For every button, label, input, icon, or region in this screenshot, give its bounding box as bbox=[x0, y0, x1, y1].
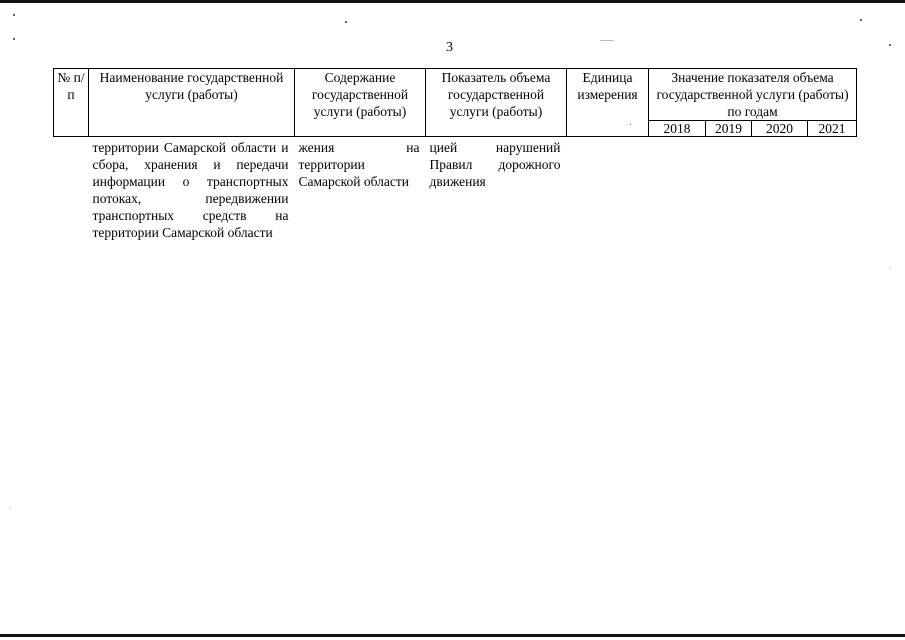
scan-speck bbox=[345, 21, 347, 23]
scan-speck bbox=[890, 268, 891, 269]
cell-year-value bbox=[752, 137, 808, 242]
cell-service-name: территории Самарской области и сбора, хранения и передачи информации о транспортных потоках, передвижении транспортных средств на территории Самарской области bbox=[92, 140, 289, 240]
services-table bbox=[53, 68, 857, 241]
cell-unit bbox=[567, 137, 649, 242]
scan-speck bbox=[13, 38, 15, 40]
cell-year-value bbox=[808, 137, 857, 242]
header-service-content: Содержание государственной услуги (работы) bbox=[295, 69, 426, 137]
scan-speck bbox=[860, 19, 862, 21]
header-number: № п/п bbox=[54, 69, 89, 137]
table-row bbox=[54, 137, 857, 242]
header-service-name: Наименование государственной услуги (работы) bbox=[89, 69, 295, 137]
table-header-row bbox=[54, 69, 857, 121]
header-year: 2021 bbox=[808, 121, 857, 137]
scan-speck bbox=[10, 507, 11, 508]
scan-speck bbox=[889, 44, 891, 46]
cell-year-value bbox=[649, 137, 706, 242]
scan-speck bbox=[13, 14, 15, 16]
page-number: 3 bbox=[446, 40, 453, 55]
scan-top-border bbox=[0, 0, 905, 3]
header-year: 2020 bbox=[752, 121, 808, 137]
cell-year-value bbox=[706, 137, 752, 242]
cell-volume-indicator: цией нарушений Правил дорожного движения bbox=[429, 140, 561, 189]
header-unit: Единица измерения bbox=[567, 69, 649, 137]
header-year: 2018 bbox=[649, 121, 706, 137]
header-year: 2019 bbox=[706, 121, 752, 137]
scan-speck bbox=[600, 40, 614, 41]
header-volume-indicator: Показатель объема государственной услуги (работы) bbox=[426, 69, 567, 137]
scan-bottom-border bbox=[0, 634, 905, 637]
header-indicator-value: Значение показателя объема государственной услуги (работы) по годам bbox=[649, 69, 857, 121]
cell-service-content: жения на территории Самарской области bbox=[298, 140, 420, 189]
cell-number bbox=[54, 137, 89, 242]
